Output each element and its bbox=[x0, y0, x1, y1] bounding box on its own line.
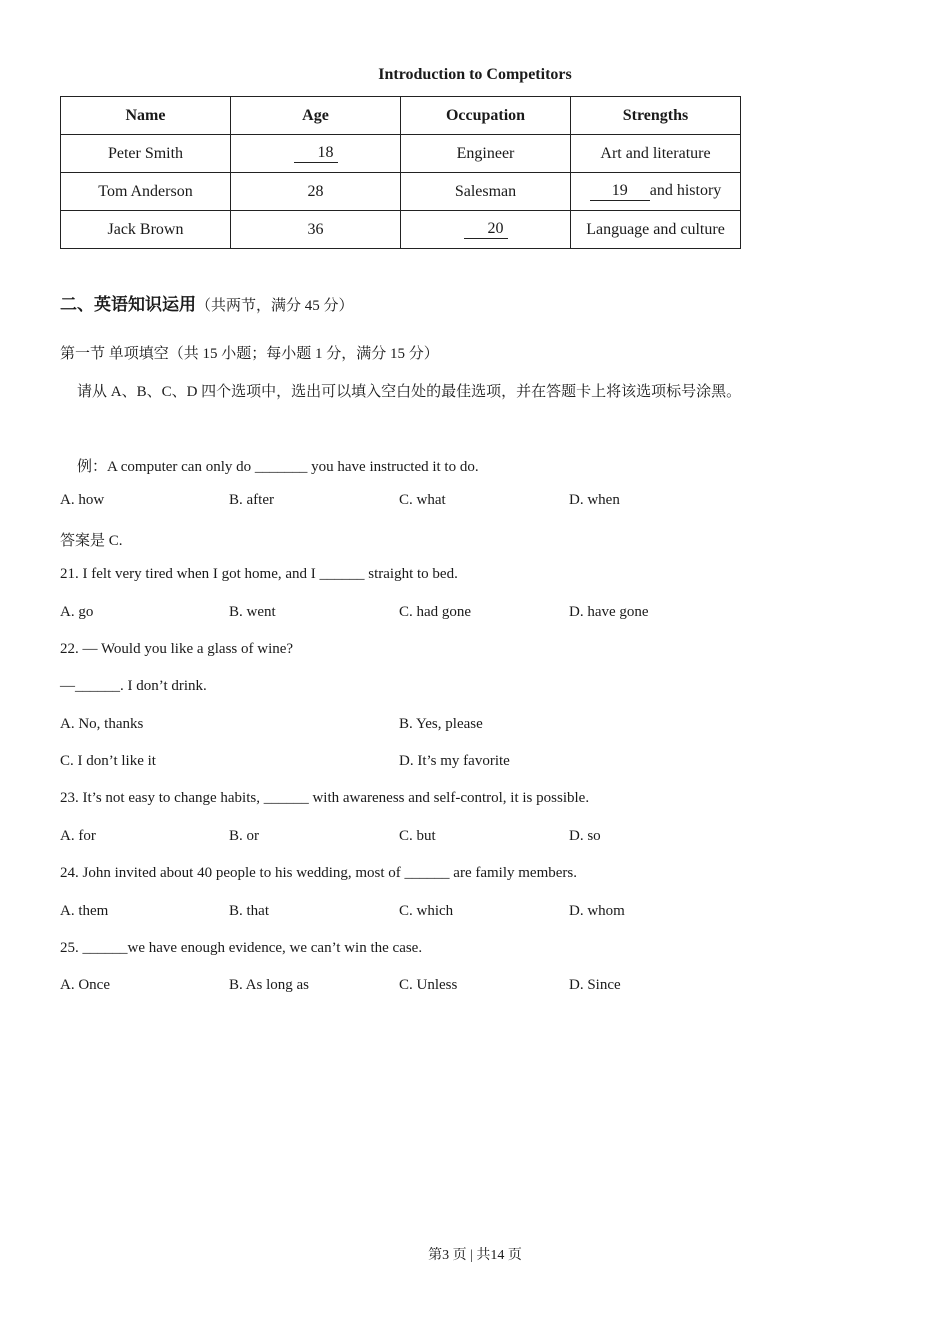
instruction: 请从 A、B、C、D 四个选项中，选出可以填入空白处的最佳选项，并在答题卡上将该选项标号涂黑。 bbox=[77, 384, 742, 400]
competitors-table bbox=[60, 96, 741, 249]
example-options bbox=[0, 492, 950, 512]
cell-name: Jack Brown bbox=[61, 211, 231, 249]
question-22-options-row2 bbox=[0, 753, 950, 773]
cell-occupation: Salesman bbox=[401, 173, 571, 211]
header-name: Name bbox=[61, 97, 231, 135]
cell-name: Tom Anderson bbox=[61, 173, 231, 211]
question-24: 24. John invited about 40 people to his wedding, most of ______ are family members. bbox=[60, 865, 578, 881]
section-subtitle: （共两节，满分 45 分） bbox=[196, 298, 354, 314]
example-question: 例：A computer can only do _______ you have instructed it to do. bbox=[77, 459, 479, 475]
option-c: C. had gone bbox=[399, 604, 472, 620]
part-title: 第一节 单项填空（共 15 小题；每小题 1 分，满分 15 分） bbox=[60, 346, 439, 362]
option-d: D. when bbox=[569, 492, 620, 508]
blank-18: 18 bbox=[294, 144, 338, 163]
table-row bbox=[61, 211, 741, 249]
strengths-rest: and history bbox=[649, 182, 722, 199]
header-age: Age bbox=[231, 97, 401, 135]
option-a: A. them bbox=[60, 903, 109, 919]
header-occupation: Occupation bbox=[401, 97, 571, 135]
table-title: Introduction to Competitors bbox=[378, 66, 572, 83]
cell-age: 36 bbox=[231, 211, 401, 249]
cell-occupation: Engineer bbox=[401, 135, 571, 173]
option-b: B. or bbox=[229, 828, 259, 844]
option-b: B. that bbox=[229, 903, 269, 919]
option-d: D. so bbox=[569, 828, 601, 844]
cell-name: Peter Smith bbox=[61, 135, 231, 173]
option-a: A. how bbox=[60, 492, 105, 508]
option-c: C. what bbox=[399, 492, 446, 508]
question-25: 25. ______we have enough evidence, we can’t win the case. bbox=[60, 940, 423, 956]
option-a: A. No, thanks bbox=[60, 716, 144, 732]
option-b: B. went bbox=[229, 604, 276, 620]
option-d: D. whom bbox=[569, 903, 625, 919]
example-answer: 答案是 C. bbox=[60, 533, 123, 549]
section-title: 二、英语知识运用 bbox=[60, 295, 196, 314]
option-c: C. I don’t like it bbox=[60, 753, 156, 769]
table-row bbox=[61, 173, 741, 211]
option-c: C. but bbox=[399, 828, 436, 844]
question-22-options-row1 bbox=[0, 716, 950, 736]
header-strengths: Strengths bbox=[571, 97, 741, 135]
blank-20: 20 bbox=[464, 220, 508, 239]
cell-strengths bbox=[571, 173, 741, 211]
table-header-row bbox=[61, 97, 741, 135]
question-21: 21. I felt very tired when I got home, and I ______ straight to bed. bbox=[60, 566, 458, 582]
blank-19: 19 bbox=[590, 182, 650, 201]
question-23: 23. It’s not easy to change habits, ______ with awareness and self-control, it is possible. bbox=[60, 790, 590, 806]
option-b: B. Yes, please bbox=[399, 716, 483, 732]
cell-occupation bbox=[401, 211, 571, 249]
cell-age: 28 bbox=[231, 173, 401, 211]
table-row bbox=[61, 135, 741, 173]
option-d: D. It’s my favorite bbox=[399, 753, 510, 769]
cell-strengths: Art and literature bbox=[571, 135, 741, 173]
question-25-options bbox=[0, 977, 950, 997]
cell-strengths: Language and culture bbox=[571, 211, 741, 249]
cell-age bbox=[231, 135, 401, 173]
option-b: B. As long as bbox=[229, 977, 310, 993]
page-footer: 第3 页 | 共14 页 bbox=[428, 1248, 522, 1263]
option-d: D. have gone bbox=[569, 604, 649, 620]
option-b: B. after bbox=[229, 492, 274, 508]
option-c: C. which bbox=[399, 903, 454, 919]
question-24-options bbox=[0, 903, 950, 923]
option-c: C. Unless bbox=[399, 977, 458, 993]
option-a: A. for bbox=[60, 828, 96, 844]
question-21-options bbox=[0, 604, 950, 624]
option-a: A. Once bbox=[60, 977, 110, 993]
question-22: 22. — Would you like a glass of wine? bbox=[60, 641, 294, 657]
question-23-options bbox=[0, 828, 950, 848]
option-a: A. go bbox=[60, 604, 94, 620]
option-d: D. Since bbox=[569, 977, 621, 993]
section-heading bbox=[60, 290, 354, 315]
question-22-reply: —______. I don’t drink. bbox=[60, 678, 207, 694]
